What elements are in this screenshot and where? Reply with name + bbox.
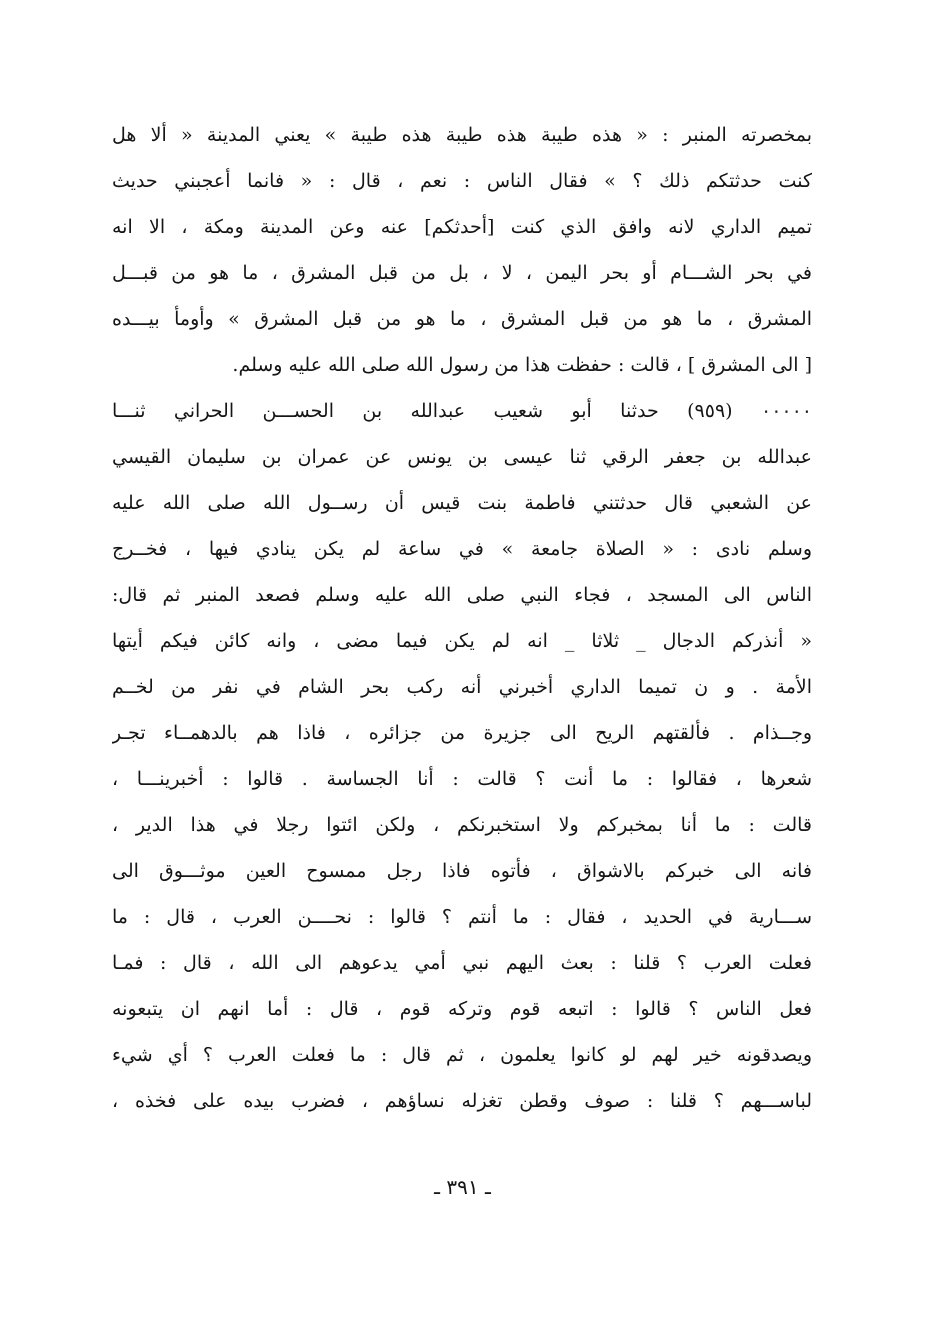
text-line-13: الأمة . و ن تميما الداري أخبرني أنه ركب بحر الشام في نفر من لخــم [112, 676, 812, 698]
text-line-2: كنت حدثتكم ذلك ؟ » فقال الناس : نعم ، قال : « فانما أعجبني حديث [112, 170, 812, 192]
text-line-4: في بحر الشـــام أو بحر اليمن ، لا ، بل من قبل المشرق ، ما هو من قبـــل [112, 262, 812, 284]
text-line-10: وسلم نادى : « الصلاة جامعة » في ساعة لم يكن ينادي فيها ، فخــرج [112, 538, 812, 560]
text-line-3: تميم الداري لانه وافق الذي كنت [أحدثكم] عنه وعن المدينة ومكة ، الا انه [112, 216, 812, 238]
text-line-7: ٠٠٠٠٠ (٩٥٩) حدثنا أبو شعيب عبدالله بن الحســـن الحراني ثنـــا [112, 400, 812, 422]
text-line-11: الناس الى المسجد ، فجاء النبي صلى الله عليه وسلم فصعد المنبر ثم قال: [112, 584, 812, 606]
text-line-21: ويصدقونه خير لهم لو كانوا يعلمون ، ثم قال : ما فعلت العرب ؟ أي شيء [112, 1044, 812, 1066]
text-line-6: [ الى المشرق ] ، قالت : حفظت هذا من رسول الله صلى الله عليه وسلم. [232, 354, 812, 376]
text-line-5: المشرق ، ما هو من قبل المشرق ، ما هو من قبل المشرق » وأومأ بيـــده [112, 308, 812, 330]
text-line-18: ســـارية في الحديد ، فقال : ما أنتم ؟ قالوا : نحــــن العرب ، قال : ما [112, 906, 812, 928]
text-line-16: قالت : ما أنا بمخبركم ولا استخبرنكم ، ولكن ائتوا رجلا في هذا الدير ، [112, 814, 812, 836]
text-line-8: عبدالله بن جعفر الرقي ثنا عيسى بن يونس عن عمران بن سليمان القيسي [112, 446, 812, 468]
text-line-12: « أنذركم الدجال _ ثلاثا _ انه لم يكن فيما مضى ، وانه كائن فيكم أيتها [112, 630, 812, 652]
page-number: ـ ٣٩١ ـ [434, 1175, 491, 1199]
text-line-15: شعرها ، فقالوا : ما أنت ؟ قالت : أنا الجساسة . قالوا : أخبرينـــا ، [112, 768, 812, 790]
text-line-17: فانه الى خبركم بالاشواق ، فأتوه فاذا رجل ممسوح العين موثـــوق الى [112, 860, 812, 882]
text-line-9: عن الشعبي قال حدثتني فاطمة بنت قيس أن رســول الله صلى الله عليه [112, 492, 812, 514]
text-line-22: لباســـهم ؟ قلنا : صوف وقطن تغزله نساؤهم ، فضرب بيده على فخذه ، [112, 1090, 812, 1112]
text-line-1: بمخصرته المنبر : « هذه طيبة هذه طيبة هذه طيبة » يعني المدينة « ألا هل [112, 124, 812, 146]
text-line-20: فعل الناس ؟ قالوا : اتبعه قوم وتركه قوم ، قال : أما انهم ان يتبعونه [112, 998, 812, 1020]
body-text [112, 112, 812, 1124]
text-line-19: فعلت العرب ؟ قلنا : بعث اليهم نبي أمي يدعوهم الى الله ، قال : فمـا [112, 952, 812, 974]
text-line-14: وجــذام . فألقتهم الريح الى جزيرة من جزائره ، فاذا هم بالدهمــاء تجـر [112, 722, 812, 744]
